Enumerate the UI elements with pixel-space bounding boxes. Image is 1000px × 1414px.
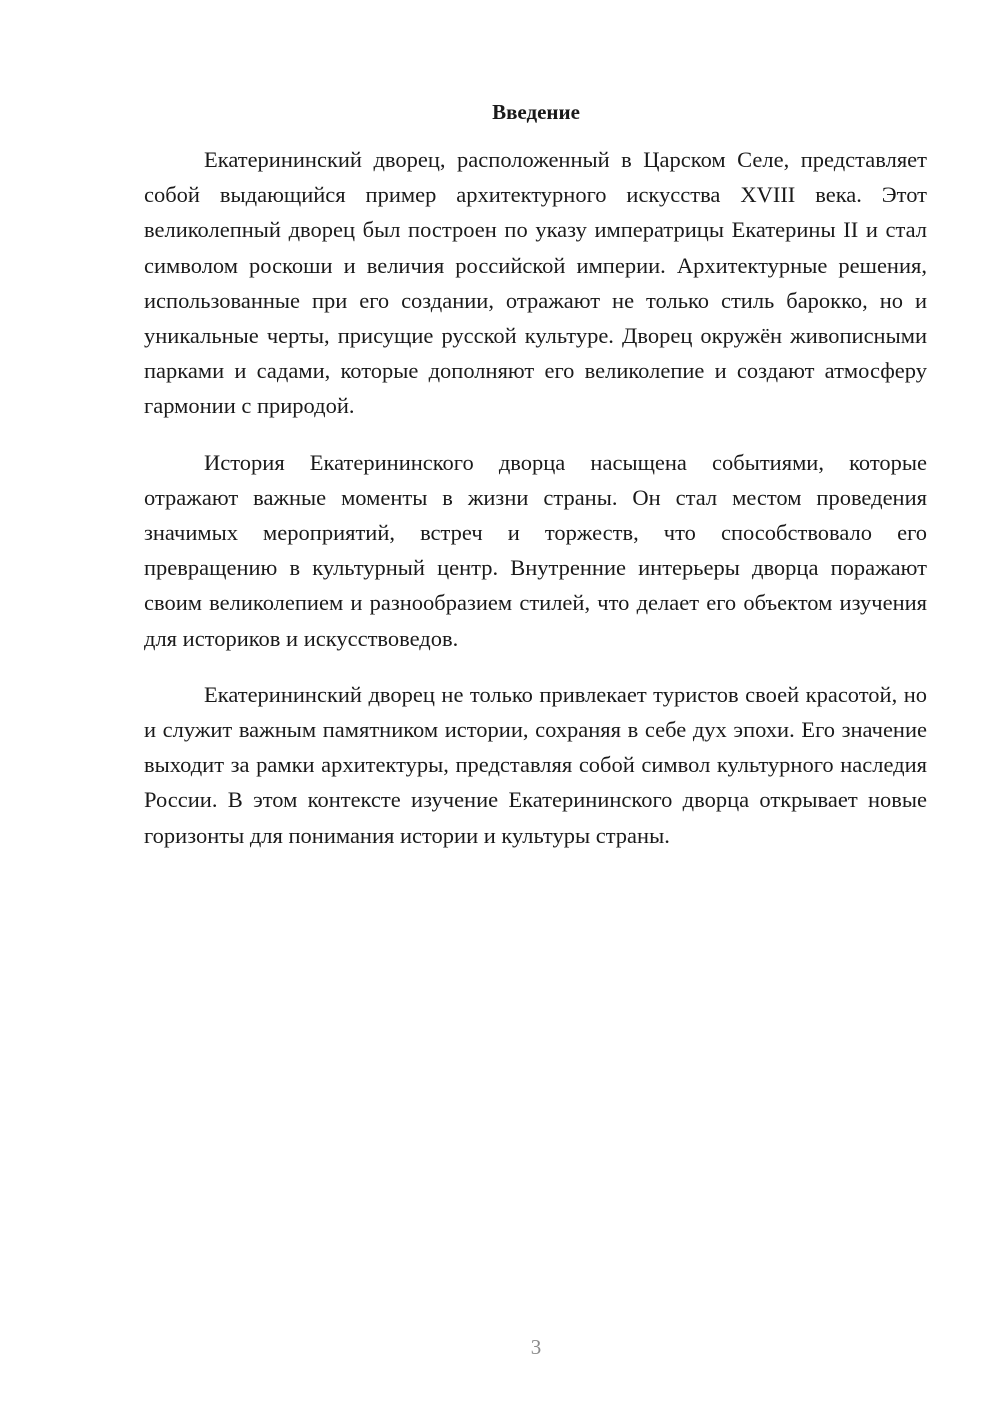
section-heading: Введение [492,100,580,124]
paragraph-3: Екатерининский дворец не только привлекает туристов своей красотой, но и служит важным памятником истории, сохраняя в себе дух эпохи. Его значение выходит за рамки архитектуры, представляя собой символ культурного наследия России. В этом контексте изучение Екатерининского дворца открывает новые горизонты для понимания истории и культуры страны. [144,681,927,848]
page-number: 3 [530,1335,542,1359]
paragraph-1: Екатерининский дворец, расположенный в Царском Селе, представляет собой выдающийся пример архитектурного искусства XVIII века. Этот великолепный дворец был построен по указу императрицы Екатерины II и стал символом роскоши и величия российской империи. Архитектурные решения, использованные при его создании, отражают не только стиль барокко, но и уникальные черты, присущие русской культуре. Дворец окружён живописными парками и садами, которые дополняют его великолепие и создают атмосферу гармонии с природой. [144,147,927,419]
paragraph-2: История Екатерининского дворца насыщена событиями, которые отражают важные моменты в жизни страны. Он стал местом проведения значимых мероприятий, встреч и торжеств, что способствовало его превращению в культурный центр. Внутренние интерьеры дворца поражают своим великолепием и разнообразием стилей, что делает его объектом изучения для историков и искусствоведов. [144,449,927,651]
body-text [144,142,927,874]
